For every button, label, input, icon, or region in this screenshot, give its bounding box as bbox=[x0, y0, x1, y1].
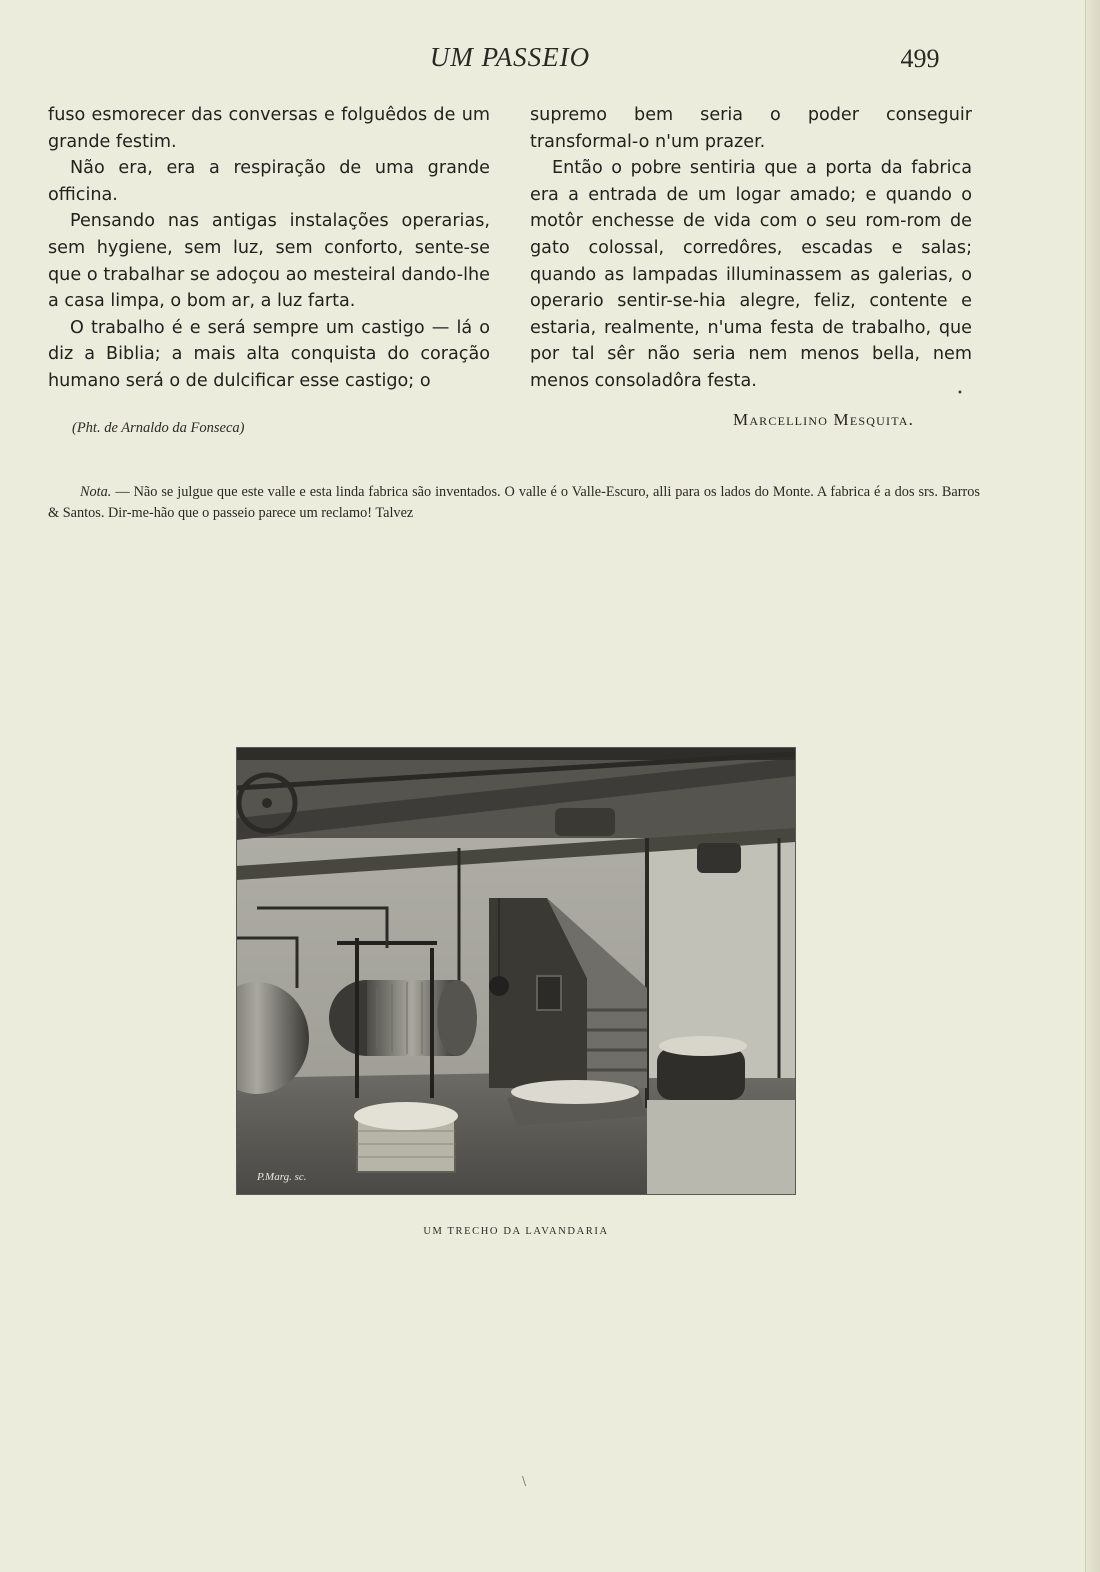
page-edge bbox=[1085, 0, 1100, 1572]
paragraph: Pensando nas antigas instalações operarias, sem hygiene, sem luz, sem conforto, sente-se que o trabalhar se adoçou ao mesteiral dando-lhe a casa limpa, o bom ar, a luz farta. bbox=[48, 211, 490, 312]
paragraph: Então o pobre sentiria que a porta da fabrica era a entrada de um logar amado; e quando o motôr enchesse de vida com o seu rom-rom de gato colossal, corredôres, escadas e salas; quando as lampadas illuminassem as galerias, o operario sentir-se-hia alegre, feliz, contente e estaria, realmente, n'uma festa de trabalho, que por tal sêr não seria nem menos bella, nem menos consoladôra festa. bbox=[530, 158, 972, 391]
paragraph: fuso esmorecer das conversas e folguêdos de um grande festim. bbox=[48, 105, 490, 152]
stray-mark: \ bbox=[522, 1474, 527, 1488]
paragraph: supremo bem seria o poder conseguir transformal-o n'um prazer. bbox=[530, 105, 972, 152]
photo-credit: (Pht. de Arnaldo da Fonseca) bbox=[72, 420, 245, 436]
printer-dot: • bbox=[957, 388, 963, 399]
note-text: — Não se julgue que este valle e esta linda fabrica são inventados. O valle é o Valle-Escuro, alli para os lados do Monte. A fabrica é a dos srs. Barros & Santos. Dir-me-hão que o passeio parece um reclamo! Talvez bbox=[48, 484, 980, 521]
left-column bbox=[48, 102, 490, 395]
engraver-signature: P.Marg. sc. bbox=[257, 1171, 307, 1183]
right-column bbox=[530, 102, 972, 395]
running-title: UM PASSEIO bbox=[429, 42, 591, 72]
page-number: 499 bbox=[900, 44, 940, 73]
laundry-photograph bbox=[237, 748, 795, 1194]
paragraph: O trabalho é e será sempre um castigo — lá o diz a Biblia; a mais alta conquista do coração humano será o de dulcificar esse castigo; o bbox=[48, 317, 490, 391]
footnote bbox=[48, 482, 980, 524]
figure-caption: UM TRECHO DA LAVANDARIA bbox=[423, 1226, 609, 1237]
author-signature: Marcellino Mesquita. bbox=[733, 410, 915, 429]
paragraph: Não era, era a respiração de uma grande officina. bbox=[48, 158, 490, 205]
note-label: Nota. bbox=[80, 484, 112, 500]
